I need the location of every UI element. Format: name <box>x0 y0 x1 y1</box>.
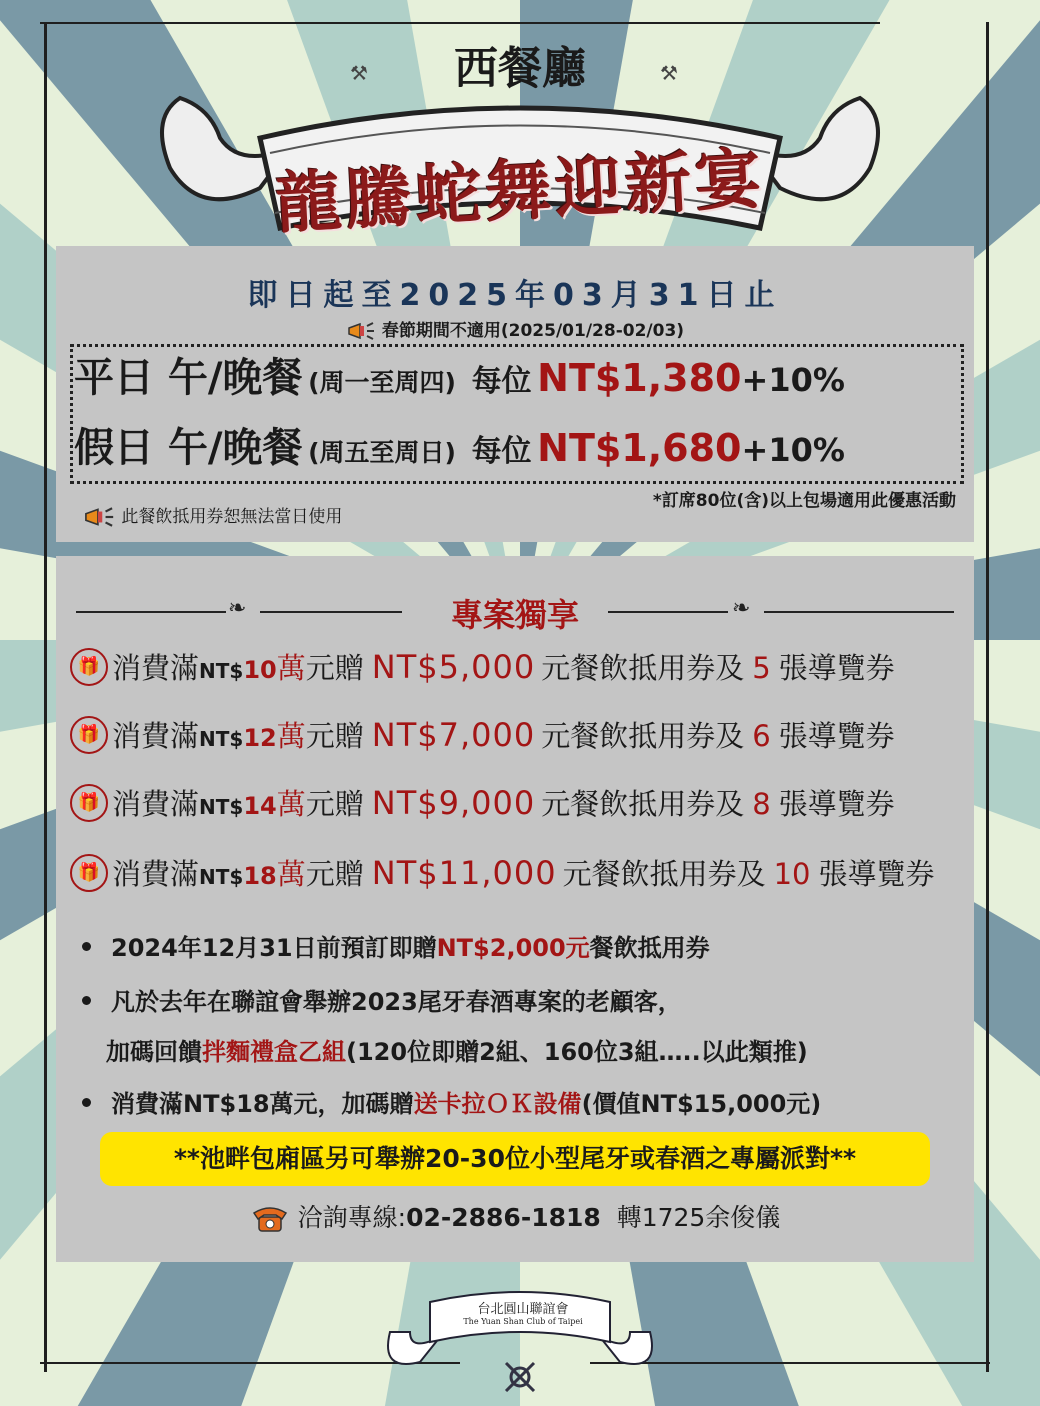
offer-voucher: NT$9,000 <box>371 784 536 822</box>
offer-row <box>70 646 895 689</box>
offer-count: 8 <box>752 787 771 821</box>
club-logo <box>448 1298 598 1326</box>
exclusive-panel <box>56 556 974 1262</box>
bullet-3-text: 消費滿NT$18萬元，加碼贈 <box>111 1090 414 1118</box>
flourish-right-icon: ❧ <box>732 596 751 621</box>
offer-after: 元餐飲抵用券及 <box>562 857 766 891</box>
spring-festival-note <box>56 316 974 342</box>
bullet-3-tail: (價值NT$15,000元) <box>581 1090 822 1118</box>
weekend-days: (周五至周日) <box>308 438 456 467</box>
offer-prefix: 消費滿 <box>112 719 200 753</box>
svg-text:⚒: ⚒ <box>350 61 368 85</box>
weekday-label: 平日 午/晚餐 <box>74 355 303 401</box>
bullet-3 <box>82 1084 821 1119</box>
weekday-plus: +10% <box>741 361 845 399</box>
exclusive-title: 專案獨享 <box>450 596 579 634</box>
offer-count: 10 <box>773 857 811 891</box>
banner-title: 龍騰蛇舞迎新宴 <box>273 139 767 243</box>
bullet-1 <box>82 928 710 963</box>
offer-mid: 元贈 <box>305 719 364 753</box>
flourish-left-icon: ❧ <box>228 596 247 621</box>
bullet-1-text: 2024年12月31日前預訂即贈 <box>111 934 437 962</box>
offer-nt: NT$ <box>199 865 244 889</box>
offer-row <box>70 782 895 825</box>
spring-note-text: 春節期間不適用(2025/01/28-02/03) <box>381 321 685 341</box>
offer-wan: 萬 <box>276 857 306 891</box>
offer-wan: 萬 <box>276 719 306 753</box>
offer-row <box>70 852 935 895</box>
hotline-number: 02-2886-1818 <box>406 1203 601 1232</box>
voucher-note-text: 此餐飲抵用券恕無法當日使用 <box>121 507 343 527</box>
weekend-label: 假日 午/晚餐 <box>74 425 303 471</box>
offer-count: 6 <box>752 719 771 753</box>
offer-mid: 元贈 <box>305 857 364 891</box>
offer-after: 元餐飲抵用券及 <box>541 787 745 821</box>
gift-icon: 🎁 <box>70 784 108 822</box>
offer-voucher: NT$7,000 <box>371 716 536 754</box>
divider-right-2 <box>764 611 954 613</box>
pricing-panel <box>56 246 974 542</box>
offer-prefix: 消費滿 <box>112 857 200 891</box>
offer-wan: 萬 <box>276 787 306 821</box>
offer-amount: 10 <box>243 656 277 684</box>
offer-nt: NT$ <box>199 659 244 683</box>
bullet-1-tail: 餐飲抵用券 <box>589 934 710 962</box>
offer-mid: 元贈 <box>305 787 364 821</box>
offer-tail: 張導覽券 <box>778 651 895 685</box>
weekday-each: 每位 <box>471 364 532 399</box>
offer-tail: 張導覽券 <box>778 719 895 753</box>
svg-text:⚒: ⚒ <box>660 61 678 85</box>
divider-right <box>608 611 728 613</box>
frame-right-line <box>986 22 989 1372</box>
offer-wan: 萬 <box>276 651 306 685</box>
logo-chinese: 台北圓山聯誼會 <box>477 1302 569 1317</box>
frame-top-line <box>40 22 880 24</box>
offer-amount: 12 <box>243 724 277 752</box>
bullet-2 <box>82 982 682 1017</box>
telephone-icon <box>250 1203 290 1235</box>
offer-amount: 14 <box>243 792 277 820</box>
offer-count: 5 <box>752 651 771 685</box>
hotline <box>56 1198 974 1235</box>
weekday-price-row <box>74 346 845 403</box>
megaphone-icon <box>346 320 376 342</box>
hotline-label: 洽詢專線: <box>297 1203 407 1232</box>
bullet-2-tail: (120位即贈2組、160位3組…..以此類推) <box>346 1038 808 1066</box>
voucher-note <box>82 502 342 529</box>
offer-nt: NT$ <box>199 727 244 751</box>
hotline-ext: 轉1725余俊儀 <box>616 1203 781 1232</box>
bullet-2-highlight: 拌麵禮盒乙組 <box>202 1038 346 1066</box>
offer-after: 元餐飲抵用券及 <box>541 651 745 685</box>
bullet-2-cont-text: 加碼回饋 <box>106 1038 202 1066</box>
offer-amount: 18 <box>243 862 277 890</box>
weekend-price-row <box>74 416 845 473</box>
offer-tail: 張導覽券 <box>818 857 935 891</box>
bullet-3-highlight: 送卡拉ＯＫ設備 <box>413 1090 582 1118</box>
logo-english: The Yuan Shan Club of Taipei <box>463 1317 583 1326</box>
offer-voucher: NT$5,000 <box>371 648 536 686</box>
booking-note: *訂席80位(含)以上包場適用此優惠活動 <box>652 491 956 511</box>
offer-prefix: 消費滿 <box>112 787 200 821</box>
weekend-each: 每位 <box>471 434 532 469</box>
bullet-dot-icon <box>82 942 91 951</box>
weekend-plus: +10% <box>741 431 845 469</box>
bullet-dot-icon <box>82 1098 91 1107</box>
weekday-price: NT$1,380 <box>537 356 742 400</box>
date-range: 即日起至2025年03月31日止 <box>247 278 783 313</box>
offer-after: 元餐飲抵用券及 <box>541 719 745 753</box>
offer-row <box>70 714 895 757</box>
offer-voucher: NT$11,000 <box>371 854 557 892</box>
gift-icon: 🎁 <box>70 854 108 892</box>
offer-tail: 張導覽券 <box>778 787 895 821</box>
offer-nt: NT$ <box>199 795 244 819</box>
gift-icon: 🎁 <box>70 716 108 754</box>
offer-prefix: 消費滿 <box>112 651 200 685</box>
bullet-2-cont <box>106 1032 808 1067</box>
gift-icon: 🎁 <box>70 648 108 686</box>
bullet-1-highlight: NT$2,000元 <box>436 934 590 962</box>
weekday-days: (周一至周四) <box>308 368 456 397</box>
megaphone-icon <box>82 505 116 529</box>
bullet-dot-icon <box>82 996 91 1005</box>
weekend-price: NT$1,680 <box>537 426 742 470</box>
restaurant-title: 西餐廳 <box>454 43 586 94</box>
offer-mid: 元贈 <box>305 651 364 685</box>
bullet-2-text: 凡於去年在聯誼會舉辦2023尾牙春酒專案的老顧客， <box>111 988 682 1016</box>
party-banner: **池畔包廂區另可舉辦20-30位小型尾牙或春酒之專屬派對** <box>100 1132 930 1186</box>
